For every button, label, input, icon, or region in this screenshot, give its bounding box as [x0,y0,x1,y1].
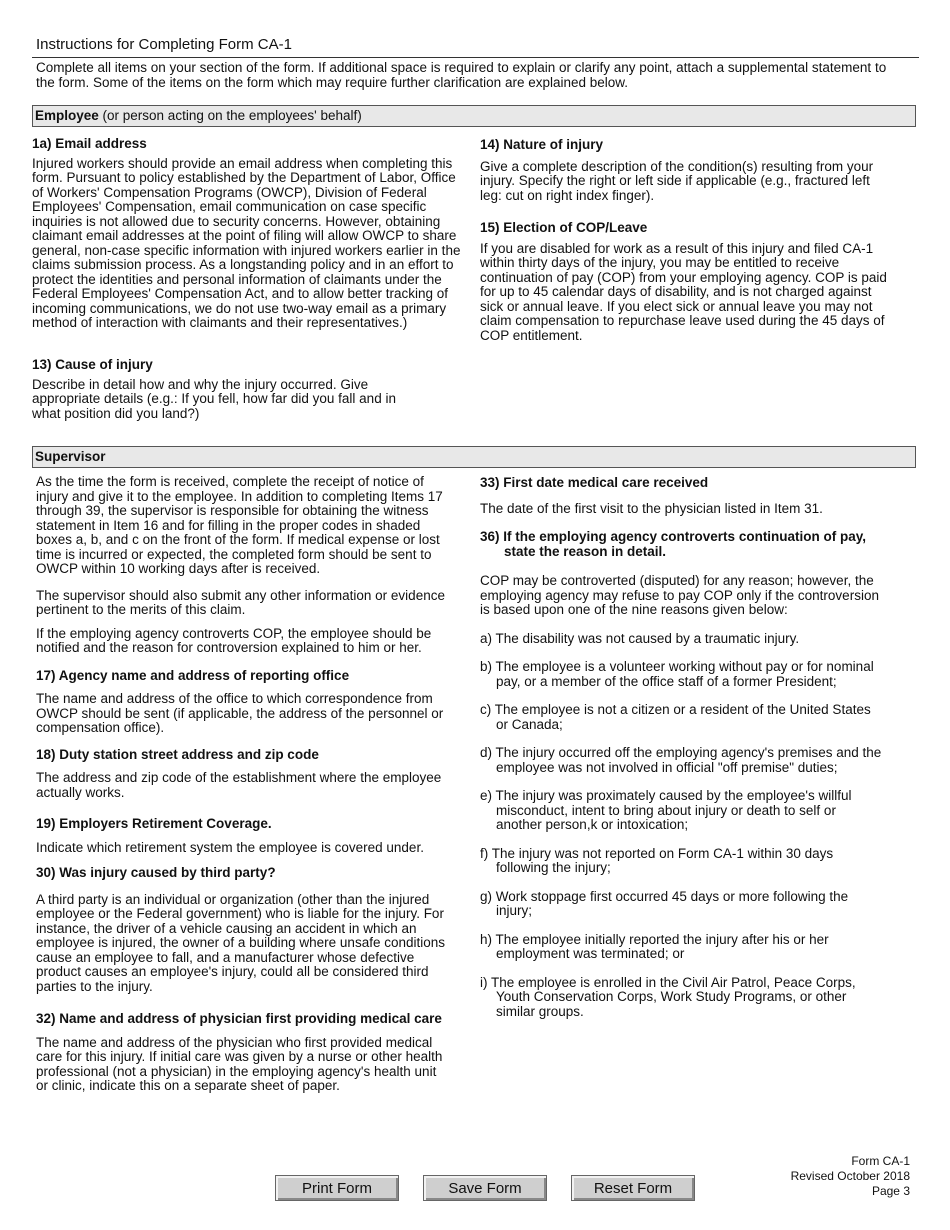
item-14-text: Give a complete description of the condition(s) resulting from your injury. Specify the right or left side if applicable (e.g., fractured left leg: cut on right index finger). [480,158,874,203]
revision-date: Revised October 2018 [790,1169,910,1183]
employee-section-subtitle: (or person acting on the employees' behalf) [98,108,362,123]
item-13-text: Describe in detail how and why the injury occurred. Give appropriate details (e.g.: If you fell, how far did you fall and in what position did you land?) [32,376,396,421]
item-13 [32,358,427,421]
item-30-heading: 30) Was injury caused by third party? [36,865,276,880]
intro-text: Complete all items on your section of the form. If additional space is required to explain or clarify any point, attach a supplemental statement to the form. Some of the items on the form which may require further clarification are explained below. [36,60,887,90]
item-17-heading: 17) Agency name and address of reporting office [36,667,350,683]
supervisor-section-header [32,446,916,468]
employee-section-header [32,105,916,127]
page-number: Page 3 [871,1184,910,1198]
controversion-reason: d) The injury occurred off the employing agency's premises and the employee was not involved in official "off premise" duties; [480,745,882,775]
item-1a [32,137,464,331]
form-number: Form CA-1 [851,1154,910,1168]
print-form-button[interactable]: Print Form [275,1175,399,1201]
controversion-reason: f) The injury was not reported on Form CA-1 within 30 days following the injury; [480,845,834,875]
item-19-text: Indicate which retirement system the employee is covered under. [36,839,424,855]
supervisor-intro-p1: As the time the form is received, complete the receipt of notice of injury and give it to the employee. In addition to completing Items 17 through 39, the supervisor is responsible for obtaining the witness statement in Item 16 and for filling in the proper codes in shaded boxes a, b, and c on the front of the form. If medical expense or lost time is incurred or expected, the completed form should be sent to OWCP within 10 working days after is received. [36,474,443,576]
item-36-heading: 36) If the employing agency controverts continuation of pay, state the reason in detail. [480,529,867,559]
controversion-reason: c) The employee is not a citizen or a resident of the United States or Canada; [480,702,871,732]
item-1a-text: Injured workers should provide an email address when completing this form. Pursuant to policy established by the Department of Labor, Office of Workers' Compensation Programs (OWCP), Division of Federal Employees' Compensation, email communication on case specific inquiries is not allowed due to security concerns. However, obtaining claimant email addresses at the point of filing will allow OWCP to share general, non-case specific information with injured workers earlier in the claims submission process. As a longstanding policy and in an effort to protect the identities and personal information of claimants under the Federal Employees' Compensation Act, and to allow better tracking of incoming communications, we do not use two-way email as a primary method of interaction with claimants and their representatives.) [32,155,461,330]
controversion-reason: e) The injury was proximately caused by the employee's willful misconduct, intent to bring about injury or death to self or another person,k or intoxication; [480,788,852,832]
supervisor-intro-p2: The supervisor should also submit any other information or evidence pertinent to the merits of this claim. [36,587,445,617]
item-19-heading: 19) Employers Retirement Coverage. [36,816,272,831]
item-18-heading: 18) Duty station street address and zip code [36,746,319,762]
item-1a-heading: 1a) Email address [32,136,147,151]
supervisor-section-title: Supervisor [35,449,106,464]
controversion-reason: a) The disability was not caused by a traumatic injury. [480,630,800,646]
item-14-heading: 14) Nature of injury [480,137,604,152]
item-32-heading: 32) Name and address of physician first providing medical care [36,1011,442,1026]
supervisor-right-column [480,476,885,1019]
item-30-text: A third party is an individual or organization (other than the injured employee or the Federal government) who is liable for the injury. For instance, the driver of a vehicle causing an accident in which an employee is injured, the owner of a building where unsafe conditions cause an employee to fall, and a manufacturer whose defective product causes an employee's injury, could all be considered third parties to the injury. [36,891,446,994]
employee-section-title: Employee [35,108,99,123]
supervisor-intro-p3: If the employing agency controverts COP, the employee should be notified and the reason for controversion explained to him or her. [36,625,432,655]
item-15-text: If you are disabled for work as a result of this injury and filed CA-1 within thirty days of the injury, you may be entitled to receive continuation of pay (COP) from your employing agency. COP is paid for up to 45 calendar days of disability, and is not charged against sick or annual leave. If you elect sick or annual leave you may not claim compensation to repurchase leave used during the 45 days of COP entitlement. [480,240,887,343]
item-13-heading: 13) Cause of injury [32,357,153,372]
reset-form-button[interactable]: Reset Form [571,1175,695,1201]
page-title: Instructions for Completing Form CA-1 [36,36,292,53]
title-divider [32,57,919,58]
item-14 [480,138,890,203]
item-15 [480,221,895,343]
item-33-heading: 33) First date medical care received [480,475,709,490]
save-form-button[interactable]: Save Form [423,1175,547,1201]
item-18-text: The address and zip code of the establishment where the employee actually works. [36,770,442,800]
supervisor-left-column [36,475,446,1094]
item-32-text: The name and address of the physician who first provided medical care for this injury. If initial care was given by a nurse or other health professional (not a physician) in the employing agency's health unit or clinic, indicate this on a separate sheet of paper. [36,1034,443,1093]
controversion-reason: g) Work stoppage first occurred 45 days or more following the injury; [480,888,849,918]
controversion-reason: h) The employee initially reported the injury after his or her employment was terminated; or [480,931,829,961]
controversion-reason: b) The employee is a volunteer working without pay or for nominal pay, or a member of the office staff of a former President; [480,659,874,689]
item-15-heading: 15) Election of COP/Leave [480,220,648,235]
form-footer [791,1154,910,1199]
item-36-text: COP may be controverted (disputed) for any reason; however, the employing agency may refuse to pay COP only if the controversion is based upon one of the nine reasons given below: [480,573,879,617]
controversion-reasons-list [480,632,885,1020]
item-17-text: The name and address of the office to which correspondence from OWCP should be sent (if applicable, the address of the personnel or compensation office). [36,691,444,735]
item-33-text: The date of the first visit to the physician listed in Item 31. [480,500,823,516]
controversion-reason: i) The employee is enrolled in the Civil Air Patrol, Peace Corps, Youth Conservation Corps, Work Study Programs, or other similar groups. [480,974,856,1019]
